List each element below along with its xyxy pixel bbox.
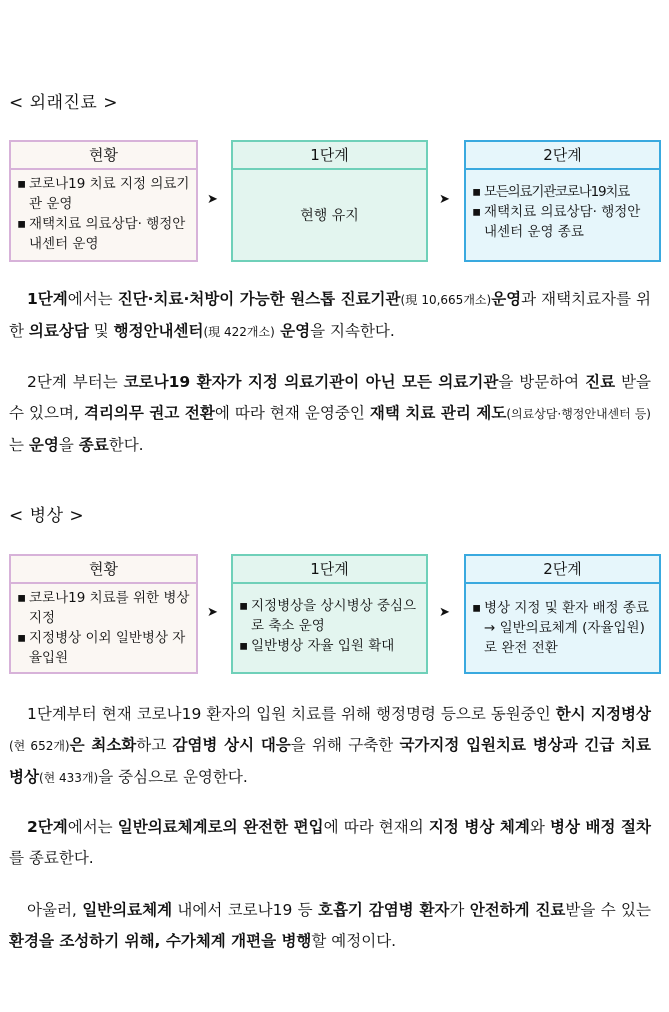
list-item: ▪ 지정병상 이외 일반병상 자율입원 [17, 630, 186, 666]
list-item: ▪ 일반병상 자율 입원 확대 [239, 638, 395, 654]
paragraph-beds-stage2: 2단계에서는 일반의료체계로의 완전한 편입에 따라 현재의 지정 병상 체계와 병상 배정 절차를 종료한다. [9, 818, 652, 867]
box-title: 2단계 [466, 556, 659, 584]
list-item: ▪ 코로나19 치료 지정 의료기관 운영 [17, 176, 190, 212]
box-title: 1단계 [233, 556, 426, 584]
arrow-right-icon: ➤ [207, 192, 218, 207]
section-heading-outpatient: < 외래진료 > [9, 93, 118, 113]
box-title: 현황 [11, 142, 196, 170]
box-title: 2단계 [466, 142, 659, 170]
paragraph-beds-stage1: 1단계부터 현재 코로나19 환자의 입원 치료를 위해 행정명령 등으로 동원중인 한시 지정병상(현 652개)은 최소화하고 감염병 상시 대응을 위해 구축한 국가지정 입원치료 병상과 긴급 치료 병상(현 433개)을 중심으로 운영한다. [9, 705, 651, 786]
paragraph-outpatient-stage1: 1단계에서는 진단·치료·처방이 가능한 원스톱 진료기관(現 10,665개소)운영과 재택치료자를 위한 의료상담 및 행정안내센터(現 422개소) 운영을 지속한다. [9, 290, 651, 340]
list-item: ▪ 재택치료 의료상담· 행정안내센터 운영 종료 [472, 204, 641, 240]
paragraph-beds-additional: 아울러, 일반의료체계 내에서 코로나19 등 호흡기 감염병 환자가 안전하게 진료받을 수 있는 환경을 조성하기 위해, 수가체계 개편을 병행할 예정이다. [9, 901, 651, 950]
stage1-box-outpatient [231, 140, 428, 262]
list-item: ▪ 지정병상을 상시병상 중심으로 축소 운영 [239, 598, 417, 634]
section-heading-beds: < 병상 > [9, 506, 85, 526]
stage2-box-outpatient [464, 140, 661, 262]
stage1-box-beds [231, 554, 428, 674]
arrow-right-icon: ➤ [439, 605, 450, 620]
stage2-box-beds [464, 554, 661, 674]
stage1-text: 현행 유지 [300, 208, 359, 224]
status-box-outpatient [9, 140, 198, 262]
list-item: ▪ 모든의료기관코로나19치료 [472, 184, 630, 200]
paragraph-outpatient-stage2: 2단계 부터는 코로나19 환자가 지정 의료기관이 아닌 모든 의료기관을 방문하여 진료 받을 수 있으며, 격리의무 권고 전환에 따라 현재 운영중인 재택 치료 관리 제도(의료상담·행정안내센터 등)는 운영을 종료한다. [9, 373, 651, 454]
arrow-right-icon: ➤ [439, 192, 450, 207]
status-box-beds [9, 554, 198, 674]
list-item: ▪ 재택치료 의료상담· 행정안내센터 운영 [17, 216, 186, 252]
arrow-right-icon: ➤ [207, 605, 218, 620]
box-title: 1단계 [233, 142, 426, 170]
box-title: 현황 [11, 556, 196, 584]
list-item: ▪ 코로나19 치료를 위한 병상 지정 [17, 590, 190, 626]
list-item: ▪ 병상 지정 및 환자 배정 종료 → 일반의료체계 (자율입원)로 완전 전환 [472, 600, 649, 656]
